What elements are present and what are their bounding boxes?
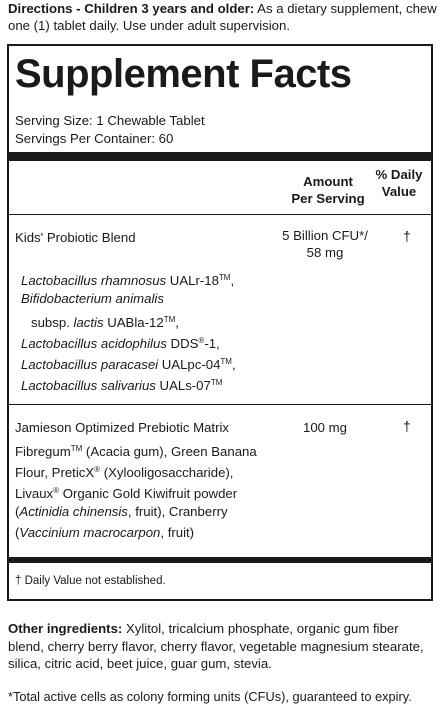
directions-label: Directions - Children 3 years and older: bbox=[8, 1, 255, 16]
matrix-text: Flour, PreticX bbox=[15, 465, 95, 480]
matrix-detail-line bbox=[15, 522, 194, 543]
strain-mark: ® bbox=[198, 336, 205, 345]
blend-amount-line2: 58 mg bbox=[306, 245, 344, 260]
strain-mark: TM bbox=[210, 378, 223, 387]
servings-per-container: Servings Per Container: 60 bbox=[15, 131, 174, 146]
matrix-text: , fruit) bbox=[160, 525, 195, 540]
matrix-text: ( bbox=[15, 504, 20, 519]
directions bbox=[8, 0, 438, 34]
matrix-text: Livaux bbox=[15, 486, 54, 501]
strain-item bbox=[21, 372, 222, 396]
matrix-species: Actinidia chinensis bbox=[19, 504, 128, 519]
matrix-amount: 100 mg bbox=[303, 420, 347, 435]
matrix-mark: ® bbox=[53, 486, 60, 495]
strain-suffix: , bbox=[175, 315, 179, 330]
matrix-detail-line bbox=[15, 501, 228, 522]
strain-suffix: , bbox=[230, 273, 235, 288]
strain-species: Bifidobacterium animalis bbox=[21, 291, 164, 306]
header-divider bbox=[9, 214, 431, 215]
daily-value-footnote: † Daily Value not established. bbox=[15, 575, 166, 587]
strain-code: DDS bbox=[166, 336, 199, 351]
daily-value-header-line2: Value bbox=[381, 184, 417, 199]
amount-header-line1: Amount bbox=[303, 174, 353, 189]
strain-species: Lactobacillus salivarius bbox=[21, 378, 156, 393]
strain-species: Lactobacillus paracasei bbox=[21, 357, 159, 372]
strain-suffix: , bbox=[231, 357, 236, 372]
supplement-facts-panel bbox=[7, 44, 433, 601]
blend-name: Kids' Probiotic Blend bbox=[15, 230, 136, 245]
strain-mark: TM bbox=[218, 273, 231, 282]
amount-header-line2: Per Serving bbox=[291, 191, 365, 206]
matrix-name: Jamieson Optimized Prebiotic Matrix bbox=[15, 420, 230, 435]
blend-amount bbox=[273, 227, 377, 261]
blend-daily-value: † bbox=[403, 228, 411, 244]
thick-divider-bottom bbox=[9, 557, 431, 563]
strain-species: Lactobacillus acidophilus bbox=[21, 336, 167, 351]
daily-value-header bbox=[369, 166, 429, 200]
strain-mark: TM bbox=[220, 357, 232, 366]
matrix-text: Organic Gold Kiwifruit powder bbox=[59, 486, 238, 501]
matrix-text: Fibregum bbox=[15, 444, 71, 459]
blend-amount-line1: 5 Billion CFU*/ bbox=[282, 228, 368, 243]
strain-species: Lactobacillus rhamnosus bbox=[21, 273, 167, 288]
strain-suffix: -1, bbox=[204, 336, 220, 351]
matrix-text: ( bbox=[15, 525, 20, 540]
strain-code: UABla-12 bbox=[103, 315, 164, 330]
strain-code: UALpc-04 bbox=[158, 357, 221, 372]
strain-mark: TM bbox=[163, 315, 176, 324]
matrix-text: (Xylooligosaccharide), bbox=[100, 465, 234, 480]
strain-code: UALs-07 bbox=[155, 378, 211, 393]
strain-item bbox=[21, 288, 164, 309]
strain-subspecies: lactis bbox=[73, 315, 104, 330]
matrix-mark: ® bbox=[94, 465, 101, 474]
other-ingredients bbox=[8, 620, 438, 673]
serving-size: Serving Size: 1 Chewable Tablet bbox=[15, 113, 205, 128]
panel-title: Supplement Facts bbox=[15, 52, 352, 96]
matrix-text: , fruit), Cranberry bbox=[127, 504, 228, 519]
cfu-footnote: *Total active cells as colony forming units (CFUs), guaranteed to expiry. bbox=[8, 689, 412, 704]
thick-divider-top bbox=[9, 152, 431, 161]
directions-text: As a dietary supplement, chew one (1) tablet daily. Use under adult supervision. bbox=[8, 1, 437, 33]
row-divider bbox=[9, 404, 431, 405]
strain-code: UALr-18 bbox=[166, 273, 219, 288]
amount-header bbox=[281, 173, 375, 207]
other-ingredients-text: Xylitol, tricalcium phosphate, organic gum fiber blend, cherry berry flavor, cherry flavor, vegetable magnesium stearate, silica, citric acid, beet juice, guar gum, stevia. bbox=[8, 621, 424, 671]
matrix-mark: TM bbox=[70, 444, 83, 453]
matrix-species: Vaccinium macrocarpon bbox=[19, 525, 161, 540]
strain-subsp: subsp. bbox=[31, 315, 74, 330]
other-ingredients-label: Other ingredients: bbox=[8, 621, 123, 636]
matrix-text: (Acacia gum), Green Banana bbox=[82, 444, 257, 459]
daily-value-header-line1: % Daily bbox=[375, 167, 423, 182]
matrix-daily-value: † bbox=[403, 418, 411, 434]
